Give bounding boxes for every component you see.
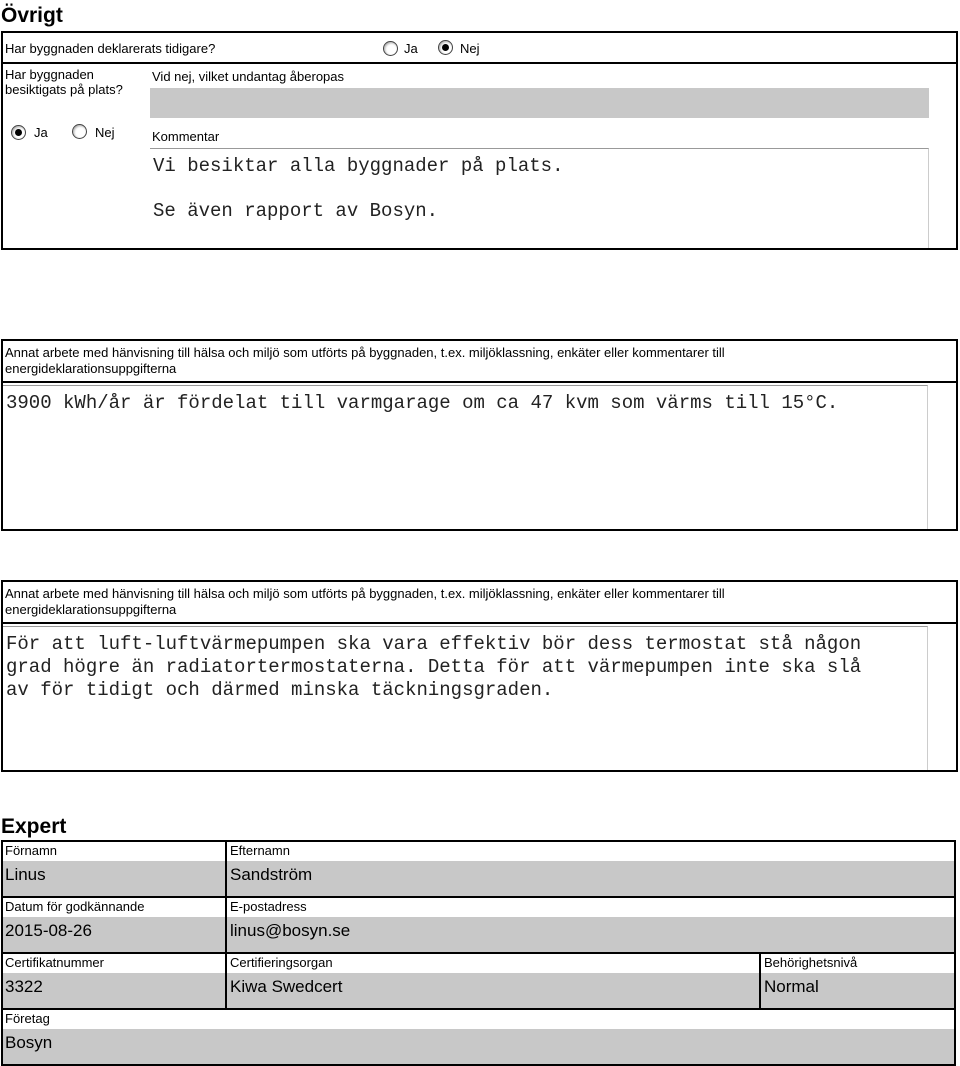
divider — [1, 62, 958, 64]
section1-textarea[interactable] — [3, 385, 928, 529]
epost-label: E-postadress — [230, 899, 307, 914]
datum-label: Datum för godkännande — [5, 899, 145, 914]
inspected-question-line1: Har byggnaden — [5, 67, 94, 82]
exception-field[interactable] — [150, 88, 929, 118]
certorgan-value: Kiwa Swedcert — [230, 977, 343, 996]
declared-question: Har byggnaden deklarerats tidigare? — [5, 41, 216, 56]
efternamn-value: Sandström — [230, 865, 313, 884]
inspected-yes-label: Ja — [34, 125, 48, 140]
section1-label-line1: Annat arbete med hänvisning till hälsa och miljö som utförts på byggnaden, t.ex. miljöklassning, enkäter eller kommentarer till — [5, 345, 725, 360]
comment-line-2: Se även rapport av Bosyn. — [153, 200, 439, 222]
section2-textarea[interactable] — [3, 626, 928, 770]
inspected-no-label: Nej — [95, 125, 115, 140]
fornamn-label: Förnamn — [5, 843, 58, 858]
efternamn-field[interactable] — [227, 861, 954, 896]
section2-text-line-1: För att luft-luftvärmepumpen ska vara effektiv bör dess termostat stå någon — [6, 633, 862, 655]
foretag-label: Företag — [5, 1011, 50, 1026]
declared-no-radio[interactable] — [438, 40, 453, 55]
certnr-label: Certifikatnummer — [5, 955, 104, 970]
efternamn-label: Efternamn — [230, 843, 290, 858]
declared-no-label: Nej — [460, 41, 480, 56]
divider — [1, 381, 958, 383]
behorighet-label: Behörighetsnivå — [764, 955, 858, 970]
section2-text-line-3: av för tidigt och därmed minska täckningsgraden. — [6, 679, 554, 701]
inspected-yes-radio[interactable] — [11, 125, 26, 140]
foretag-field[interactable] — [3, 1029, 954, 1064]
certnr-value: 3322 — [5, 977, 43, 996]
foretag-value: Bosyn — [5, 1033, 53, 1052]
ovrigt-heading: Övrigt — [1, 4, 63, 27]
section2-label-line1: Annat arbete med hänvisning till hälsa och miljö som utförts på byggnaden, t.ex. miljöklassning, enkäter eller kommentarer till — [5, 586, 725, 601]
exception-label: Vid nej, vilket undantag åberopas — [152, 69, 345, 84]
divider — [1, 622, 958, 624]
section1-text: 3900 kWh/år är fördelat till varmgarage om ca 47 kvm som värms till 15°C. — [6, 392, 839, 414]
declared-yes-radio[interactable] — [383, 41, 398, 56]
section2-label-line2: energideklarationsuppgifterna — [5, 602, 177, 617]
datum-value: 2015-08-26 — [5, 921, 92, 940]
comment-line-1: Vi besiktar alla byggnader på plats. — [153, 155, 564, 177]
section1-label-line2: energideklarationsuppgifterna — [5, 361, 177, 376]
certorgan-label: Certifieringsorgan — [230, 955, 333, 970]
expert-heading: Expert — [1, 815, 67, 838]
declared-yes-label: Ja — [404, 41, 418, 56]
behorighet-value: Normal — [764, 977, 819, 996]
epost-value: linus@bosyn.se — [230, 921, 351, 940]
comment-textarea[interactable] — [150, 148, 929, 248]
comment-label: Kommentar — [152, 129, 220, 144]
inspected-question-line2: besiktigats på plats? — [5, 82, 123, 97]
section2-text-line-2: grad högre än radiatortermostaterna. Detta för att värmepumpen inte ska slå — [6, 656, 862, 678]
fornamn-value: Linus — [5, 865, 46, 884]
inspected-no-radio[interactable] — [72, 124, 87, 139]
